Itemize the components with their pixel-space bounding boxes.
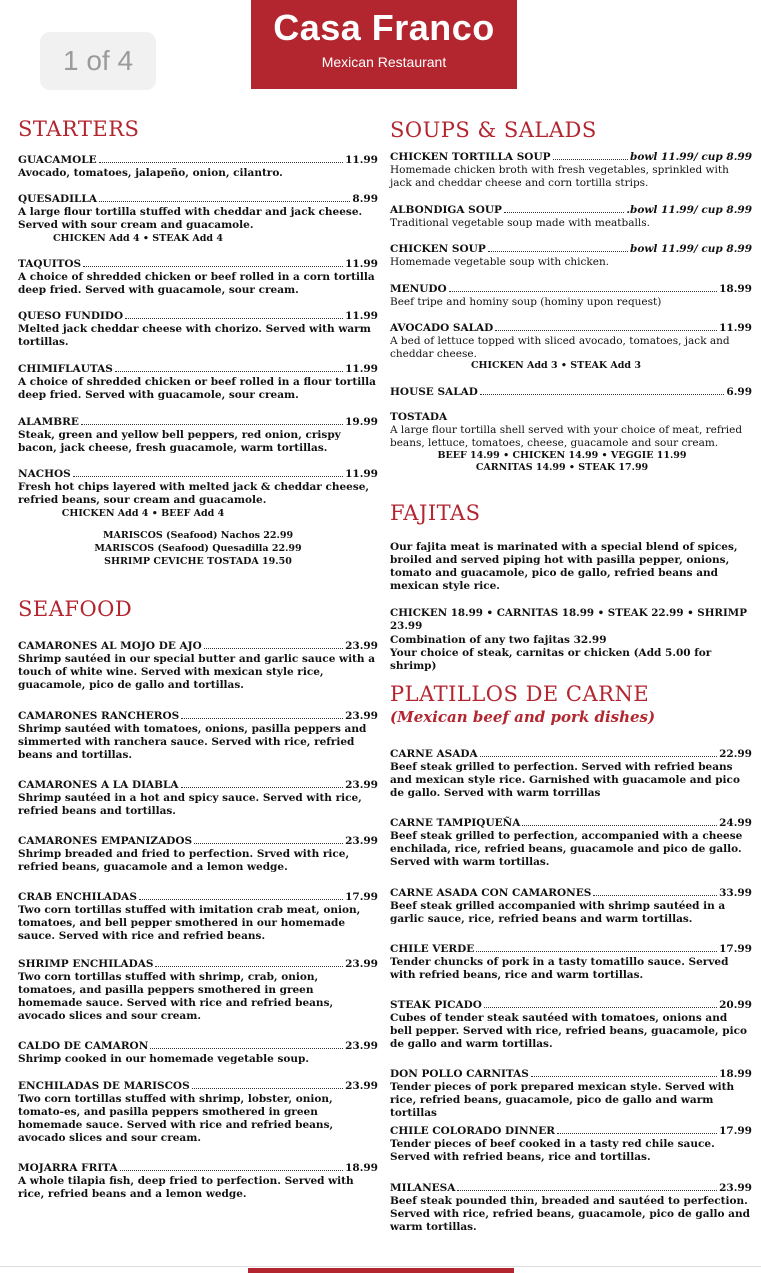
- menu-item: [390, 942, 752, 982]
- menu-item: [18, 309, 378, 349]
- menu-item: [390, 1124, 752, 1164]
- item-price: 11.99: [345, 154, 378, 166]
- menu-item: [390, 998, 752, 1051]
- item-name: QUESADILLA: [18, 193, 97, 205]
- item-price: 18.99: [719, 1068, 752, 1080]
- item-addons: CHICKEN Add 3 • STEAK Add 3: [471, 360, 641, 371]
- item-price: 19.99: [345, 416, 378, 428]
- fajitas-prices: CHICKEN 18.99 • CARNITAS 18.99 • STEAK 22.99 • SHRIMP 23.99: [390, 607, 747, 632]
- item-name: CALDO DE CAMARON: [18, 1040, 149, 1052]
- item-price: 17.99: [719, 943, 752, 955]
- item-price: 6.99: [726, 386, 752, 398]
- item-description: A whole tilapia fish, deep fried to perfection. Served with rice, refried beans and a lemon wedge.: [18, 1175, 354, 1200]
- menu-item: [390, 203, 752, 230]
- item-description: Beef tripe and hominy soup (hominy upon request): [390, 296, 662, 308]
- item-description: Shrimp breaded and fried to perfection. Srved with rice, refried beans, guacamole and a lemon wedge.: [18, 848, 350, 873]
- item-name: CAMARONES RANCHEROS: [18, 710, 180, 722]
- menu-item: [390, 242, 752, 269]
- item-name: CARNE ASADA CON CAMARONES: [390, 887, 592, 899]
- item-name: CARNE ASADA: [390, 748, 478, 760]
- item-name: QUESO FUNDIDO: [18, 310, 124, 322]
- menu-item: [18, 1039, 378, 1066]
- item-name: MILANESA: [390, 1182, 456, 1194]
- item-description: Homemade chicken broth with fresh vegetables, sprinkled with jack and cheddar cheese and corn tortilla strips.: [390, 164, 729, 189]
- item-price: 18.99: [719, 283, 752, 295]
- item-price: 22.99: [719, 748, 752, 760]
- item-addons: CHICKEN Add 4 • BEEF Add 4: [61, 508, 225, 519]
- item-name: ALBONDIGA SOUP: [390, 204, 502, 216]
- item-description: A large flour tortilla shell served with your choice of meat, refried beans, lettuce, tomatoes, cheese, guacamole and sour cream.: [390, 424, 743, 449]
- item-price: 18.99: [345, 1162, 378, 1174]
- menu-item: [18, 1079, 378, 1145]
- item-description: Beef steak grilled accompanied with shrimp sautéed in a garlic sauce, rice, refried beans and warm tortillas.: [390, 900, 726, 925]
- item-name: ENCHILADAS DE MARISCOS: [18, 1080, 190, 1092]
- item-description: Tender pieces of beef cooked in a tasty red chile sauce. Served with refried beans, rice and tortillas.: [390, 1138, 715, 1163]
- item-price: 23.99: [345, 1040, 378, 1052]
- item-price: 23.99: [719, 1182, 752, 1194]
- item-name: CAMARONES A LA DIABLA: [18, 779, 179, 791]
- item-price: 11.99: [719, 322, 752, 334]
- section-subtitle-platillos: (Mexican beef and pork dishes): [390, 708, 656, 726]
- item-name: CRAB ENCHILADAS: [18, 891, 137, 903]
- menu-item: [18, 778, 378, 818]
- restaurant-subtitle: Mexican Restaurant: [321, 54, 447, 70]
- menu-item: [18, 890, 378, 943]
- menu-item: [18, 415, 378, 455]
- item-description: Beef steak grilled to perfection. Served with refried beans and mexican style rice. Garnished with guacamole and pico de gallo. Served with warm torrillas: [390, 761, 740, 799]
- item-price: bowl 11.99/ cup 8.99: [630, 151, 752, 163]
- fajitas-combo-description: Your choice of steak, carnitas or chicken (Add 5.00 for shrimp): [390, 647, 712, 672]
- extra-item: MARISCOS (Seafood) Quesadilla 22.99: [94, 543, 302, 554]
- divider: [0, 1266, 761, 1267]
- section-title-platillos: PLATILLOS DE CARNE: [390, 682, 650, 706]
- item-description: Cubes of tender steak sautéed with tomatoes, onions and bell pepper. Served with rice, refried beans, guacamole, pico de gallo and warm tortillas.: [390, 1012, 747, 1050]
- section-title-starters: STARTERS: [18, 117, 140, 141]
- item-price: 23.99: [345, 710, 378, 722]
- menu-item: [18, 192, 378, 245]
- item-name: CHICKEN SOUP: [390, 243, 486, 255]
- item-description: Two corn tortillas stuffed with imitation crab meat, onion, tomatoes, and bell pepper smothered in our homemade sauce. Served with rice and refried beans.: [18, 904, 361, 942]
- item-description: A choice of shredded chicken or beef rolled in a corn tortilla deep fried. Served with guacamole, sour cream.: [18, 271, 375, 296]
- item-price: 24.99: [719, 817, 752, 829]
- item-price: 17.99: [345, 891, 378, 903]
- menu-item: [390, 321, 752, 361]
- item-addons: CARNITAS 14.99 • STEAK 17.99: [475, 462, 649, 473]
- restaurant-name: Casa Franco: [273, 7, 495, 48]
- restaurant-logo-banner: [251, 0, 517, 89]
- item-description: Avocado, tomatoes, jalapeño, onion, cilantro.: [18, 167, 283, 179]
- item-price: 23.99: [345, 779, 378, 791]
- item-description: Tender chuncks of pork in a tasty tomatillo sauce. Served with refried beans, rice and warm tortillas.: [390, 956, 729, 981]
- item-addons: CHICKEN Add 4 • STEAK Add 4: [53, 233, 223, 244]
- item-description: A large flour tortilla stuffed with cheddar and jack cheese. Served with sour cream and guacamole.: [18, 206, 363, 231]
- item-description: Two corn tortillas stuffed with shrimp, crab, onion, tomatoes, and pasilla peppers smothered in green homemade sauce. Served with rice and refried beans, avocado slices and sour cream.: [18, 971, 334, 1022]
- item-price: 23.99: [345, 1080, 378, 1092]
- item-description: Two corn tortillas stuffed with shrimp, lobster, onion, tomato-es, and pasilla peppers smothered in green homemade sauce. Served with rice and refried beans, avocado slices and sour cream.: [18, 1093, 334, 1144]
- menu-item: [18, 153, 378, 180]
- fajitas-combo: Combination of any two fajitas 32.99: [390, 634, 607, 646]
- item-name: GUACAMOLE: [18, 154, 97, 166]
- item-price: 23.99: [345, 835, 378, 847]
- menu-item: [18, 709, 378, 762]
- menu-item: [18, 1161, 378, 1201]
- item-name: CAMARONES EMPANIZADOS: [18, 835, 193, 847]
- page-indicator: 1 of 4: [40, 32, 156, 90]
- item-description: Beef steak grilled to perfection, accompanied with a cheese enchilada, rice, refried beans, guacamole and pico de gallo. Served with warm tortillas.: [390, 830, 743, 868]
- item-price: 17.99: [719, 1125, 752, 1137]
- item-price: 8.99: [352, 193, 378, 205]
- section-title-fajitas: FAJITAS: [390, 501, 481, 525]
- item-name: NACHOS: [18, 468, 71, 480]
- item-description: Shrimp cooked in our homemade vegetable soup.: [18, 1053, 309, 1065]
- item-description: Shrimp sautéed in our special butter and garlic sauce with a touch of white wine. Served with mexican style rice, guacamole, pico de gallo and tortillas.: [18, 653, 375, 691]
- item-name: DON POLLO CARNITAS: [390, 1068, 529, 1080]
- menu-item: [18, 362, 378, 402]
- item-name: MOJARRA FRITA: [18, 1162, 118, 1174]
- item-description: A bed of lettuce topped with sliced avocado, tomatoes, jack and cheddar cheese.: [390, 335, 730, 360]
- menu-item: [18, 957, 378, 1023]
- menu-item: [390, 886, 752, 926]
- menu-item: [390, 411, 752, 450]
- item-price: 11.99: [345, 468, 378, 480]
- extra-item: SHRIMP CEVICHE TOSTADA 19.50: [104, 556, 292, 567]
- item-price: 11.99: [345, 310, 378, 322]
- item-price: 20.99: [719, 999, 752, 1011]
- item-name: CHILE VERDE: [390, 943, 475, 955]
- section-title-seafood: SEAFOOD: [18, 597, 133, 621]
- section-title-soups-salads: SOUPS & SALADS: [390, 118, 597, 142]
- item-price: .bowl 11.99/ cup 8.99: [626, 204, 752, 216]
- item-description: Shrimp sautéed with tomatoes, onions, pasilla peppers and simmerted with ranchera sauce. Served with rice, refried beans and tortillas.: [18, 723, 367, 761]
- menu-item: [390, 385, 752, 399]
- item-price: 23.99: [345, 958, 378, 970]
- menu-item: [390, 747, 752, 800]
- item-name: ALAMBRE: [18, 416, 79, 428]
- extra-item: MARISCOS (Seafood) Nachos 22.99: [102, 530, 294, 541]
- item-name: MENUDO: [390, 283, 447, 295]
- item-price: bowl 11.99/ cup 8.99: [630, 243, 752, 255]
- next-page-banner-edge: [248, 1268, 514, 1273]
- item-name: AVOCADO SALAD: [390, 322, 494, 334]
- item-description: Beef steak pounded thin, breaded and sautéed to perfection. Served with rice, refried beans, guacamole, pico de gallo and warm tortillas.: [390, 1195, 750, 1233]
- item-description: Traditional vegetable soup made with meatballs.: [390, 217, 650, 229]
- item-name: CHIMIFLAUTAS: [18, 363, 113, 375]
- menu-item: [390, 1181, 752, 1234]
- item-description: Melted jack cheddar cheese with chorizo. Served with warm tortillas.: [18, 323, 371, 348]
- item-price: 33.99: [719, 887, 752, 899]
- item-description: Steak, green and yellow bell peppers, red onion, crispy bacon, jack cheese, fresh guacamole, warm tortillas.: [18, 429, 341, 454]
- menu-item: [18, 467, 378, 520]
- item-name: CHICKEN TORTILLA SOUP: [390, 151, 551, 163]
- menu-item: [390, 282, 752, 309]
- item-addons: BEEF 14.99 • CHICKEN 14.99 • VEGGIE 11.99: [437, 450, 687, 461]
- item-price: 23.99: [345, 640, 378, 652]
- menu-item: [18, 639, 378, 692]
- item-name: HOUSE SALAD: [390, 386, 478, 398]
- item-description: Fresh hot chips layered with melted jack & cheddar cheese, refried beans, sour cream and guacamole.: [18, 481, 370, 506]
- item-description: Shrimp sautéed in a hot and spicy sauce. Served with rice, refried beans and tortillas.: [18, 792, 362, 817]
- item-description: Tender pieces of pork prepared mexican style. Served with rice, refried beans, guacamole, pico de gallo and warm tortillas: [390, 1081, 735, 1119]
- item-description: A choice of shredded chicken or beef rolled in a flour tortilla deep fried. Served with guacamole, sour cream.: [18, 376, 376, 401]
- item-price: 11.99: [345, 258, 378, 270]
- menu-item: [18, 834, 378, 874]
- item-name: STEAK PICADO: [390, 999, 482, 1011]
- menu-item: [390, 1067, 752, 1120]
- menu-item: [18, 257, 378, 297]
- item-name: CAMARONES AL MOJO DE AJO: [18, 640, 202, 652]
- item-name: TOSTADA: [390, 411, 448, 423]
- item-name: CARNE TAMPIQUEÑA: [390, 817, 521, 829]
- item-name: TAQUITOS: [18, 258, 82, 270]
- menu-item: [390, 816, 752, 869]
- fajitas-description: Our fajita meat is marinated with a special blend of spices, broiled and served piping hot with pasilla pepper, onions, tomato and guacamole, pico de gallo, refried beans and mexican style rice.: [390, 541, 738, 592]
- menu-item: [390, 150, 752, 190]
- item-price: 11.99: [345, 363, 378, 375]
- item-description: Homemade vegetable soup with chicken.: [390, 256, 610, 268]
- item-name: CHILE COLORADO DINNER: [390, 1125, 555, 1137]
- item-name: SHRIMP ENCHILADAS: [18, 958, 154, 970]
